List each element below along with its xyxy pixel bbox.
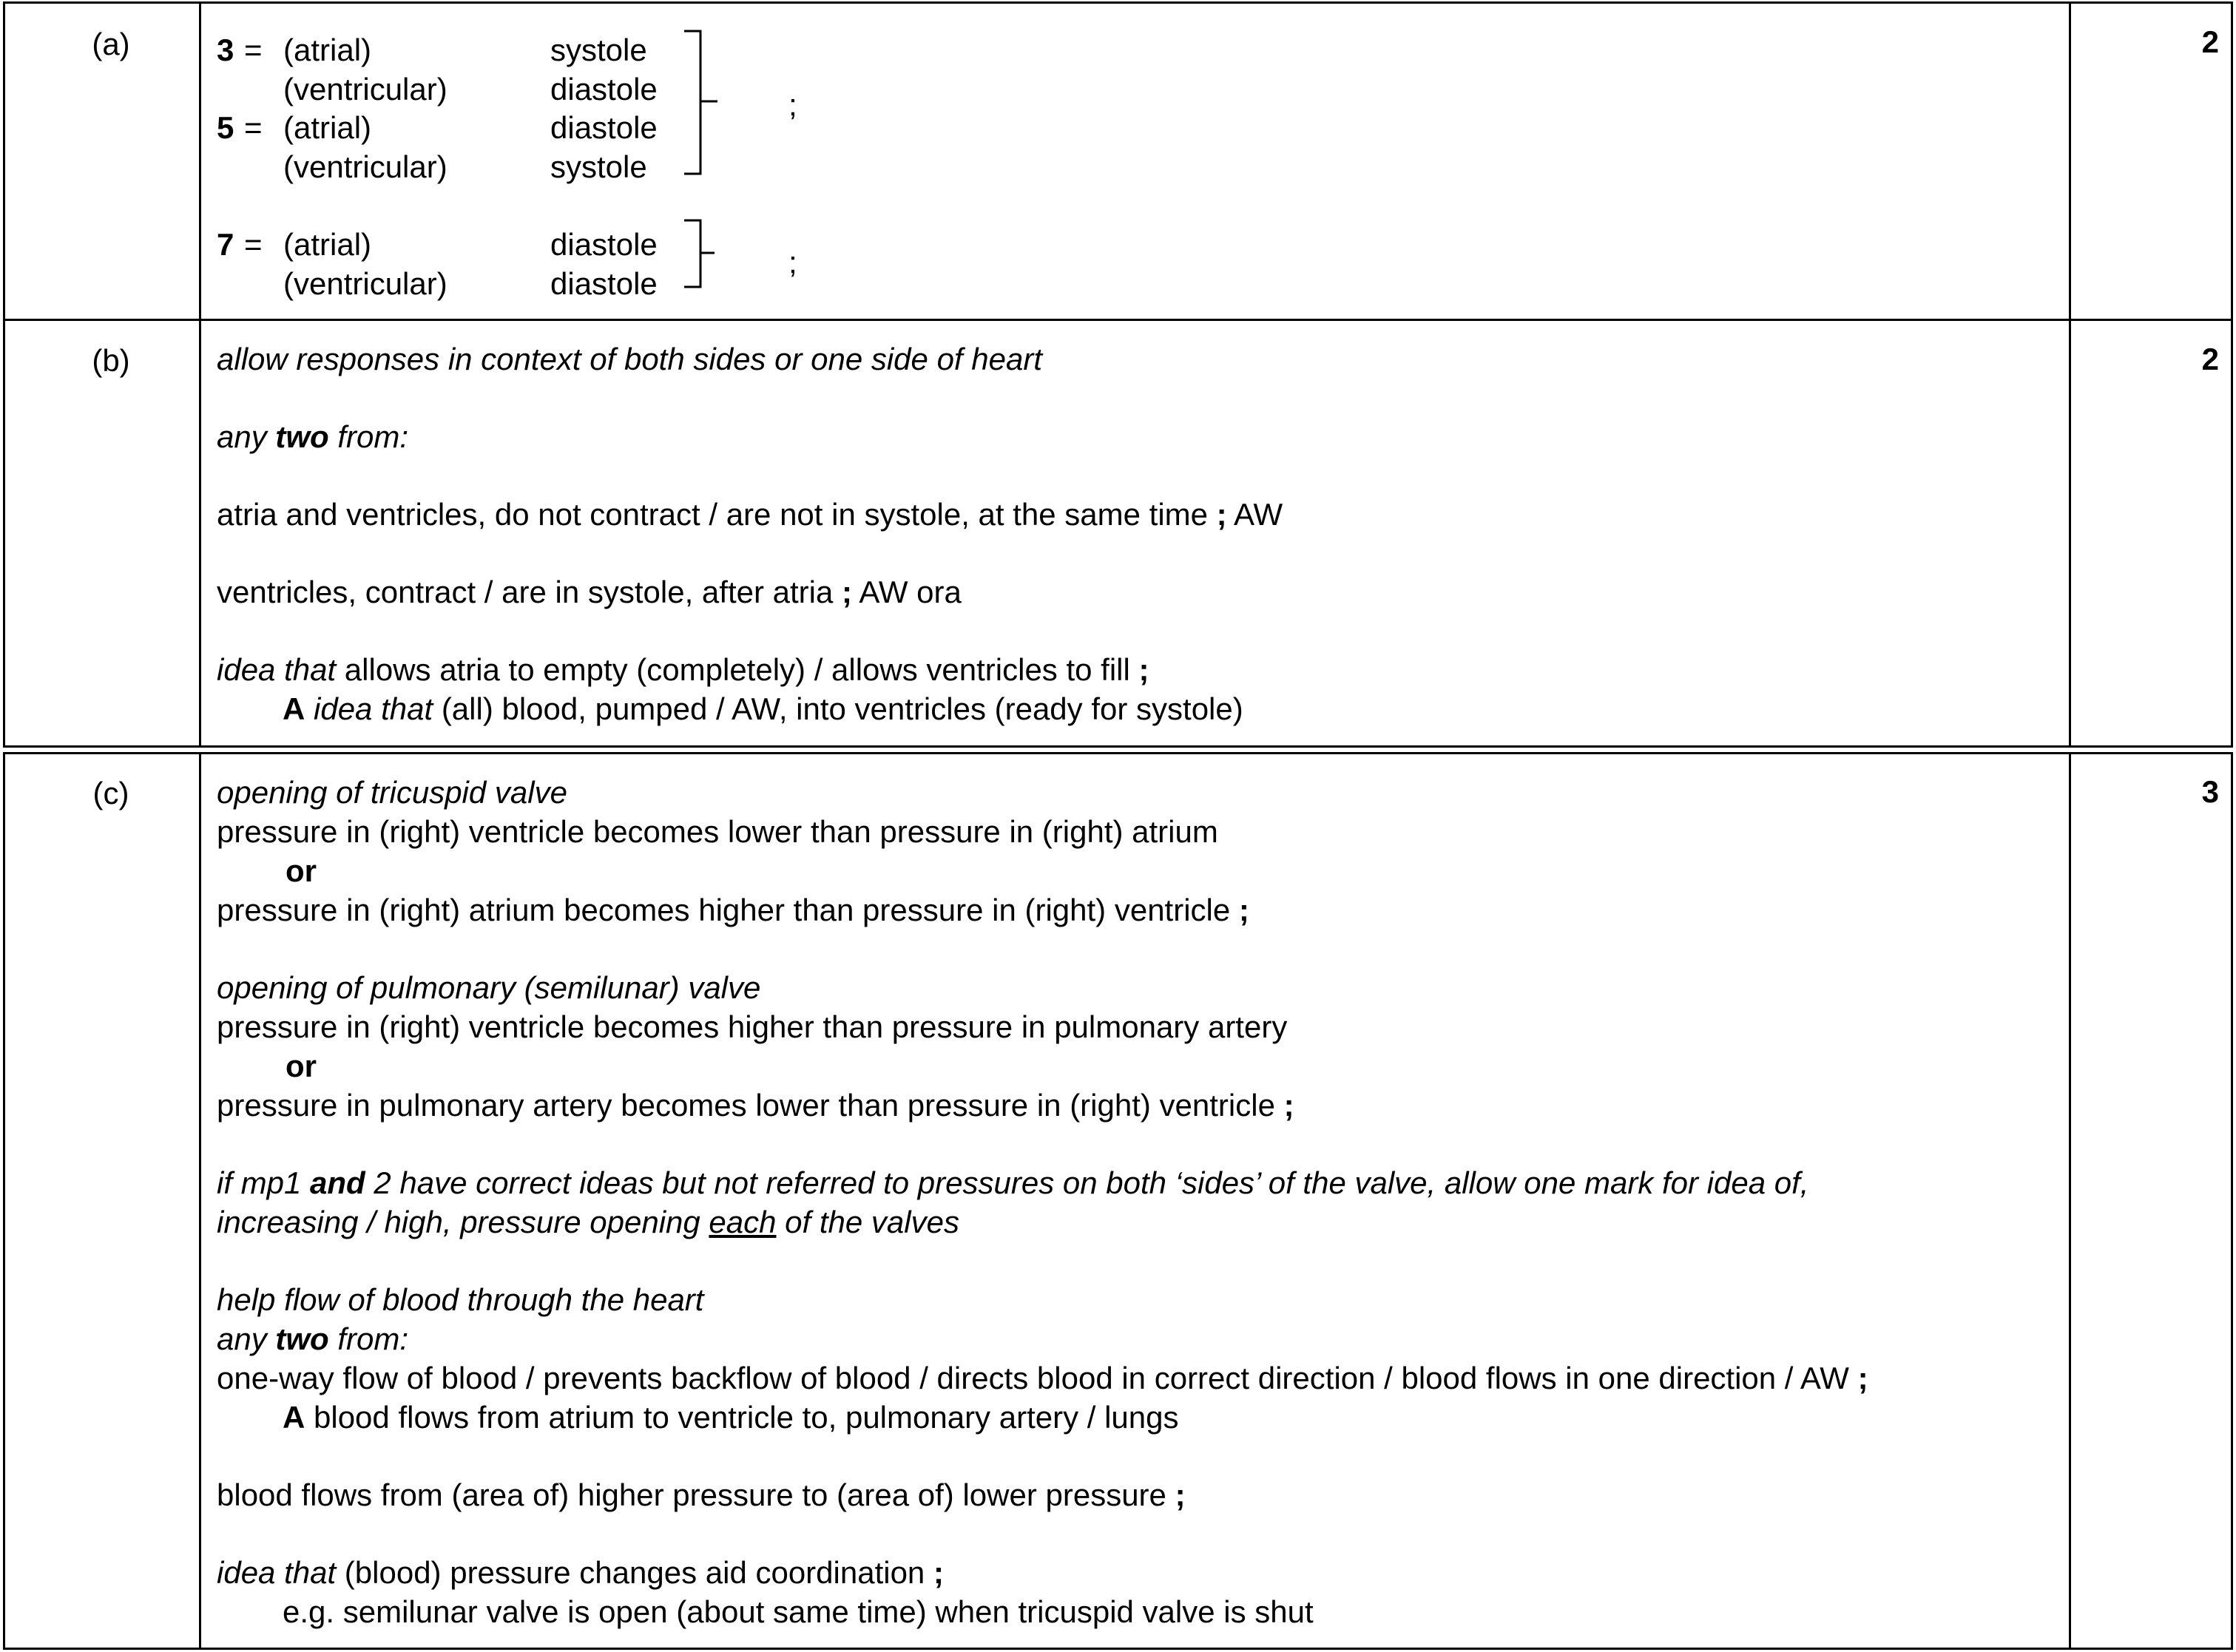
part-label: (c)	[92, 776, 129, 810]
example-note: e.g. semilunar valve is open (about same time) when tricuspid valve is shut	[283, 1594, 1314, 1629]
phase-label: diastole	[550, 72, 658, 106]
marking-point: ventricles, contract / are in systole, after atria ; AW ora	[217, 575, 962, 609]
chamber-label: (ventricular)	[283, 149, 447, 184]
chamber-label: (atrial)	[283, 33, 372, 67]
answer-number: 7	[217, 227, 234, 262]
marks-value: 2	[2201, 342, 2219, 376]
accept-note: A blood flows from atrium to ventricle to, pulmonary artery / lungs	[283, 1400, 1179, 1435]
marks-value: 3	[2201, 774, 2219, 809]
chamber-label: (atrial)	[283, 227, 372, 262]
section-heading: opening of pulmonary (semilunar) valve	[217, 970, 761, 1005]
equals-sign: =	[244, 33, 263, 67]
phase-label: diastole	[550, 266, 658, 301]
phase-label: systole	[550, 33, 647, 67]
column-divider-marks	[2069, 1, 2071, 748]
section-heading: help flow of blood through the heart	[217, 1282, 704, 1317]
equals-sign: =	[244, 227, 263, 262]
column-divider-part	[199, 752, 201, 1650]
equals-sign: =	[244, 110, 263, 145]
marking-point: blood flows from (area of) higher pressure to (area of) lower pressure ;	[217, 1477, 1186, 1512]
chamber-label: (ventricular)	[283, 72, 447, 106]
answer-number: 5	[217, 110, 234, 145]
chamber-label: (atrial)	[283, 110, 372, 145]
phase-label: diastole	[550, 227, 658, 262]
mark-semicolon: ;	[788, 87, 797, 122]
section-heading: opening of tricuspid valve	[217, 775, 567, 810]
or-label: or	[286, 853, 317, 888]
guidance-note: allow responses in context of both sides or one side of heart	[217, 342, 1042, 376]
part-label: (b)	[92, 343, 130, 378]
marking-point: pressure in (right) ventricle becomes higher than pressure in pulmonary artery	[217, 1009, 1288, 1044]
any-two-from: any two from:	[217, 1321, 409, 1356]
phase-label: diastole	[550, 110, 658, 145]
column-divider-part	[199, 1, 201, 748]
marking-point: idea that (blood) pressure changes aid coordination ;	[217, 1555, 944, 1590]
chamber-label: (ventricular)	[283, 266, 447, 301]
bracket-icon	[680, 219, 725, 293]
marks-value: 2	[2201, 24, 2219, 59]
guidance-note: if mp1 and 2 have correct ideas but not referred to pressures on both ‘sides’ of the valve, allow one mark for idea of,	[217, 1165, 1809, 1200]
row-divider-a-b	[3, 319, 2233, 321]
marking-point: atria and ventricles, do not contract / are not in systole, at the same time ; AW	[217, 497, 1283, 532]
marking-point: pressure in pulmonary artery becomes lower than pressure in (right) ventricle ;	[217, 1088, 1294, 1123]
mark-semicolon: ;	[788, 245, 797, 280]
column-divider-marks	[2069, 752, 2071, 1650]
accept-note: A idea that (all) blood, pumped / AW, into ventricles (ready for systole)	[283, 691, 1243, 726]
marking-point: one-way flow of blood / prevents backflow of blood / directs blood in correct direction / blood flows in one direction / AW ;	[217, 1361, 1868, 1395]
or-label: or	[286, 1049, 317, 1083]
marking-point: pressure in (right) atrium becomes higher than pressure in (right) ventricle ;	[217, 893, 1249, 927]
answer-number: 3	[217, 33, 234, 67]
any-two-from: any two from:	[217, 419, 409, 454]
guidance-note: increasing / high, pressure opening each of the valves	[217, 1205, 959, 1239]
marking-point: pressure in (right) ventricle becomes lower than pressure in (right) atrium	[217, 814, 1218, 849]
part-label: (a)	[92, 27, 130, 61]
bracket-icon	[680, 30, 725, 177]
marking-point: idea that allows atria to empty (completely) / allows ventricles to fill ;	[217, 652, 1149, 687]
phase-label: systole	[550, 149, 647, 184]
